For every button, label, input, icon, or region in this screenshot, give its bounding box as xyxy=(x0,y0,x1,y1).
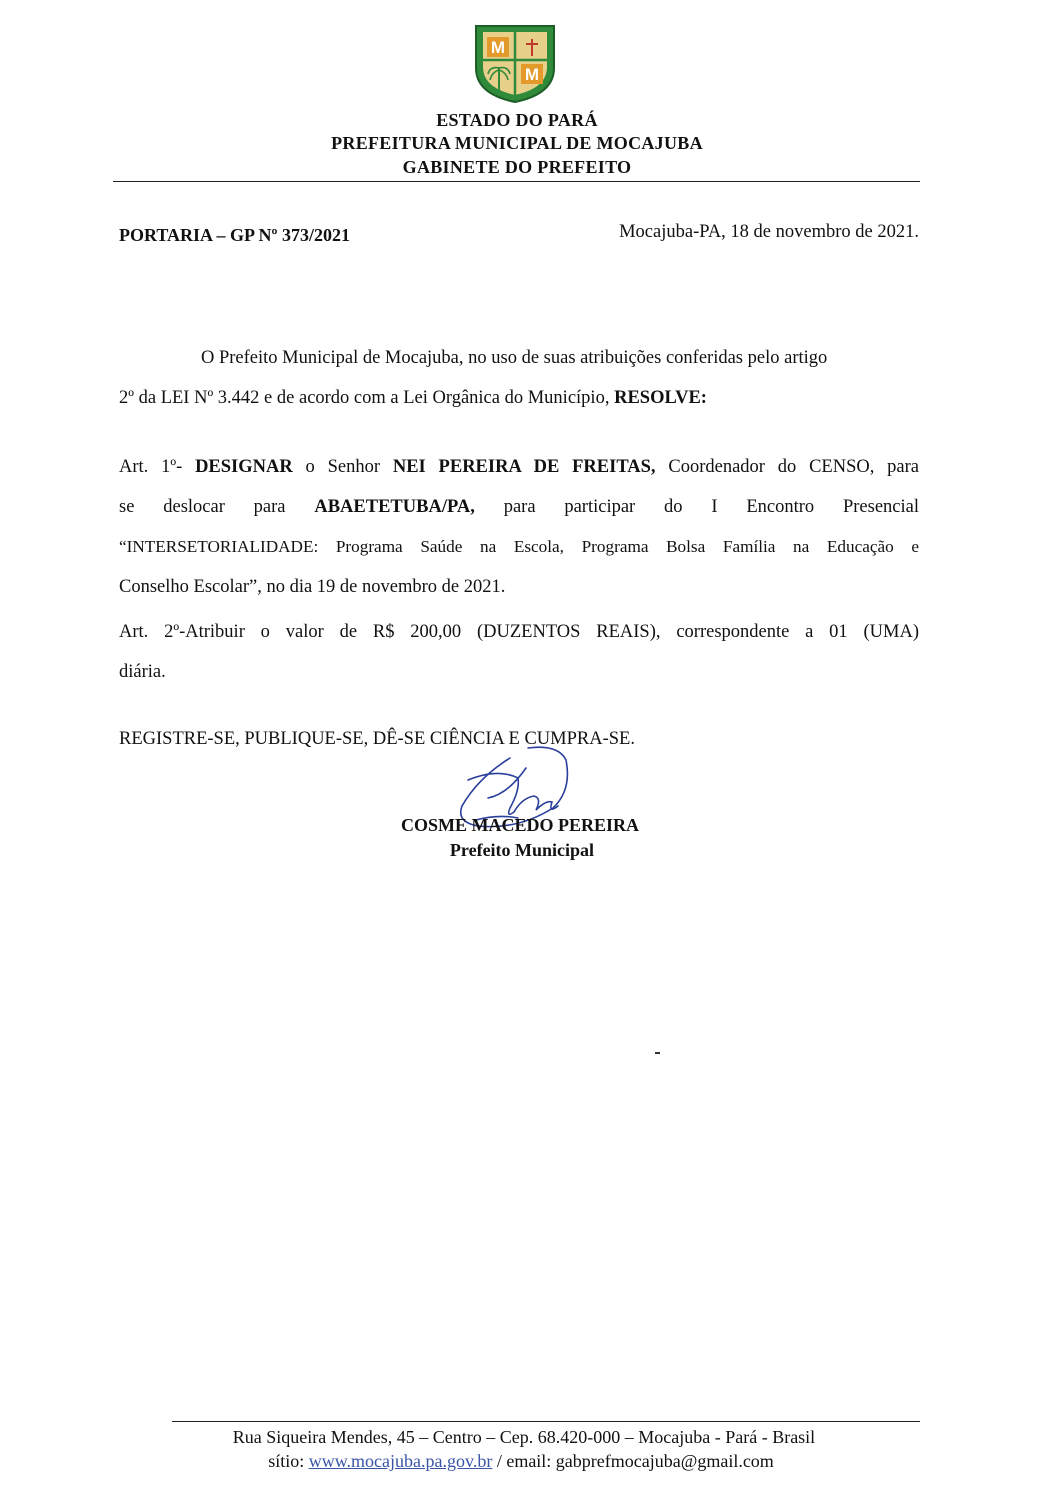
art1-person: NEI PEREIRA DE FREITAS, xyxy=(392,457,656,477)
footer-email: / email: gabprefmocajuba@gmail.com xyxy=(492,1451,774,1471)
art1-text-3: se deslocar para xyxy=(119,497,315,517)
scan-speck xyxy=(655,1052,660,1054)
footer-site-link[interactable]: www.mocajuba.pa.gov.br xyxy=(308,1451,493,1471)
crest-letter-top: M xyxy=(490,38,506,57)
portaria-number: PORTARIA – GP Nº 373/2021 xyxy=(119,225,350,245)
art1-text-4: para participar do I Encontro Presencial xyxy=(474,497,919,517)
signer-name: COSME MACEDO PEREIRA xyxy=(400,815,639,835)
header-prefecture: PREFEITURA MUNICIPAL DE MOCAJUBA xyxy=(331,133,703,153)
art1-event: “INTERSETORIALIDADE: Programa Saúde na Escola, Programa Bolsa Família na Educação e xyxy=(119,537,919,556)
header-office: GABINETE DO PREFEITO xyxy=(402,157,632,177)
resolve-keyword: RESOLVE: xyxy=(614,388,707,408)
footer-site-label: sítio: xyxy=(268,1451,309,1471)
intro-line-2: 2º da LEI Nº 3.442 e de acordo com a Lei Orgânica do Município, xyxy=(119,388,615,408)
header-state: ESTADO DO PARÁ xyxy=(436,110,598,130)
signer-title: Prefeito Municipal xyxy=(449,840,595,860)
footer-address: Rua Siqueira Mendes, 45 – Centro – Cep. 68.420-000 – Mocajuba - Pará - Brasil xyxy=(232,1427,816,1447)
art2-text-end: diária. xyxy=(119,662,166,682)
crest-letter-bottom: M xyxy=(524,65,540,84)
art1-label: Art. 1º- xyxy=(119,457,196,477)
art1-verb: DESIGNAR xyxy=(195,457,293,477)
art1-text-1: o Senhor xyxy=(292,457,393,477)
article-1 xyxy=(119,447,919,607)
art1-date: Conselho Escolar”, no dia 19 de novembro de 2021. xyxy=(119,577,506,597)
closing-formula: REGISTRE-SE, PUBLIQUE-SE, DÊ-SE CIÊNCIA E CUMPRA-SE. xyxy=(119,729,635,749)
art1-text-2: Coordenador do CENSO, para xyxy=(655,457,919,477)
art1-destination: ABAETETUBA/PA, xyxy=(314,497,475,517)
intro-line-1: O Prefeito Municipal de Mocajuba, no uso de suas atribuições conferidas pelo artigo xyxy=(201,348,828,368)
place-date: Mocajuba-PA, 18 de novembro de 2021. xyxy=(619,222,919,242)
footer-contact xyxy=(0,1451,1050,1472)
footer-divider xyxy=(172,1421,920,1422)
header-divider xyxy=(113,181,920,182)
municipal-crest-logo xyxy=(470,22,560,104)
article-2 xyxy=(119,612,919,692)
intro-paragraph xyxy=(119,338,919,418)
art2-text: Art. 2º-Atribuir o valor de R$ 200,00 (DUZENTOS REAIS), correspondente a 01 (UMA) xyxy=(119,622,919,642)
